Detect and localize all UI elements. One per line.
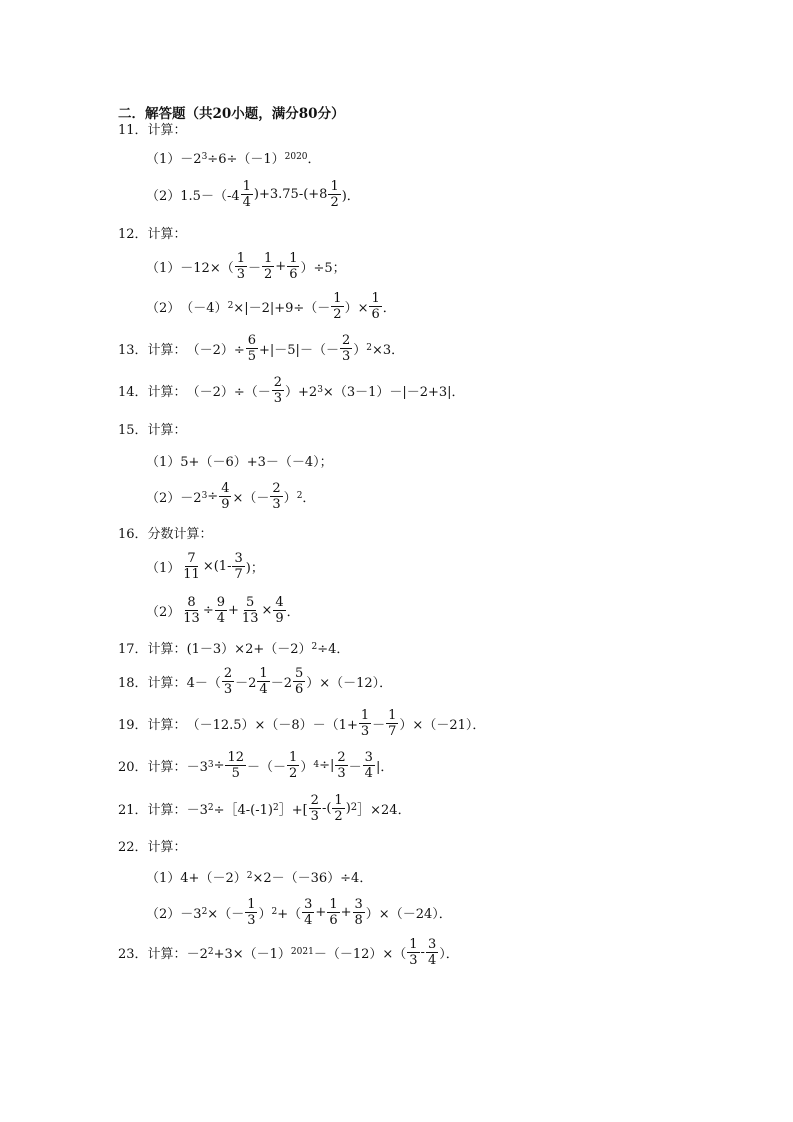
sub-problem-tag: （1） <box>146 151 181 167</box>
math-text: ×（－ <box>232 490 270 506</box>
math-text: －3 <box>186 802 208 818</box>
problem-22 <box>118 828 187 862</box>
problem-label: 计算： <box>147 342 187 358</box>
fraction-numerator: 1 <box>334 792 343 808</box>
fraction-denominator: 4 <box>259 681 268 697</box>
fraction <box>331 292 343 321</box>
fraction <box>215 596 227 625</box>
fraction-denominator: 3 <box>337 765 346 781</box>
sub-problem <box>146 593 300 627</box>
fraction <box>241 180 253 209</box>
fraction-numerator: 2 <box>337 749 346 765</box>
math-text: （－4） <box>180 300 228 316</box>
fraction <box>257 667 269 696</box>
fraction-numerator: 2 <box>310 792 319 808</box>
math-text: ］×24． <box>357 802 411 818</box>
fraction-numerator: 1 <box>360 707 370 723</box>
fraction-denominator: 4 <box>427 952 437 968</box>
fraction <box>327 898 339 927</box>
math-text: |． <box>375 759 394 775</box>
math-text: ）×（－24）． <box>365 906 452 922</box>
fraction-denominator: 6 <box>329 912 338 928</box>
math-text: - <box>420 944 425 960</box>
math-text: × <box>261 602 273 618</box>
fraction <box>225 751 246 780</box>
math-text: － <box>372 717 386 733</box>
problem-label: 计算： <box>147 839 187 855</box>
fraction-numerator: 3 <box>354 896 363 912</box>
fraction-denominator: 3 <box>273 390 283 406</box>
math-text: －12×（ <box>180 260 234 276</box>
sub-problem: （2） －3 2 ×（－ $\frac{1}{3}$ ） 2 +（ $\frac{3}{4}$ + $\frac{1}{6}$ + $\frac{3}{8}$ ）×（－24）． <box>146 896 452 928</box>
math-text: ÷6÷（－1） <box>207 151 285 167</box>
fraction <box>359 709 371 738</box>
math-text: ． <box>286 604 300 620</box>
fraction-numerator: 1 <box>409 936 418 952</box>
fraction <box>386 709 398 738</box>
fraction <box>353 898 365 927</box>
math-text: （－2）÷ <box>186 342 245 358</box>
math-text: －（－ <box>247 759 287 775</box>
problem-19 <box>118 706 485 740</box>
math-text: ÷4． <box>317 641 350 657</box>
sub-problem: （1） 4+（－2） 2 ×2－（－36）÷4． <box>146 859 372 893</box>
math-text: + <box>228 602 239 618</box>
fraction <box>302 898 314 927</box>
fraction-denominator: 4 <box>216 610 226 626</box>
math-text: ÷ <box>213 757 225 773</box>
fraction-denominator: 4 <box>242 194 251 210</box>
problem-label: 分数计算： <box>147 526 213 542</box>
sub-problem <box>146 549 264 583</box>
fraction <box>293 667 305 696</box>
fraction-numerator: 7 <box>187 550 196 566</box>
sub-problem <box>146 443 333 477</box>
fraction <box>335 751 347 780</box>
problem-label: 计算： <box>147 675 187 691</box>
problem-number: 20． <box>118 759 148 775</box>
math-text: －2 <box>180 490 202 506</box>
problem-label: 计算： <box>147 759 187 775</box>
fraction <box>328 180 340 209</box>
fraction-numerator: 6 <box>247 332 257 348</box>
math-text: ÷ <box>202 602 214 618</box>
math-text: 1.5－（-4 <box>180 188 240 204</box>
fraction-denominator: 13 <box>241 610 259 626</box>
fraction <box>232 552 244 581</box>
problem-20: 20． 计算： －3 3 ÷ $\frac{12}{5}$ －（－ $\frac{1}{2}$ ） 4 ÷| $\frac{2}{3}$ － $\frac{3}{4}$ |． <box>118 749 394 781</box>
fraction-denominator: 3 <box>236 266 245 282</box>
sub-problem <box>146 177 360 211</box>
fraction-numerator: 5 <box>246 594 255 610</box>
problem-number: 11． <box>118 122 148 138</box>
fraction-denominator: 3 <box>409 952 418 968</box>
fraction-denominator: 6 <box>289 266 298 282</box>
fraction-denominator: 3 <box>223 681 233 697</box>
sub-problem: （2） －2 3 ÷ $\frac{4}{9}$ ×（－ $\frac{2}{3}$ ） 2 ． <box>146 480 316 512</box>
fraction-numerator: 4 <box>275 594 284 610</box>
fraction-numerator: 1 <box>242 178 251 194</box>
math-text: －（－12）×（ <box>313 946 407 962</box>
fraction-denominator: 3 <box>272 496 281 512</box>
section-title: 二．解答题（共20小题，满分80分） <box>118 106 345 122</box>
problem-17: 17． 计算： (1－3）×2+（－2） 2 ÷4． <box>118 630 349 664</box>
fraction-numerator: 3 <box>364 749 373 765</box>
fraction <box>340 334 352 363</box>
problem-number: 16． <box>118 526 148 542</box>
fraction-numerator: 2 <box>223 665 233 681</box>
fraction <box>273 596 285 625</box>
math-text: ） <box>283 490 297 506</box>
sub-problem-tag: （2） <box>146 906 181 922</box>
math-text: ÷［4-(-1) <box>213 802 273 818</box>
math-text: ） <box>353 342 367 358</box>
fraction-numerator: 1 <box>329 896 338 912</box>
fraction-denominator: 8 <box>354 912 363 928</box>
fraction-denominator: 9 <box>221 496 230 512</box>
fraction-denominator: 4 <box>364 765 373 781</box>
problem-number: 15． <box>118 422 148 438</box>
problem-18 <box>118 664 392 698</box>
fraction-numerator: 4 <box>221 480 230 496</box>
fraction-numerator: 1 <box>247 896 256 912</box>
math-text: + <box>340 904 352 920</box>
math-text: 5+（－6）+3－（－4）； <box>180 454 333 470</box>
sub-problem: （1） －2 3 ÷6÷（－1） 2020 ． <box>146 140 321 174</box>
fraction-denominator: 9 <box>275 610 284 626</box>
fraction <box>222 667 234 696</box>
fraction-numerator: 1 <box>371 290 380 306</box>
fraction-denominator: 2 <box>333 306 342 322</box>
problem-label: 计算： <box>147 422 187 438</box>
math-text: ． <box>382 300 396 316</box>
fraction-denominator: 7 <box>388 723 397 739</box>
sub-problem-tag: （1） <box>146 454 181 470</box>
math-text: ) <box>345 800 351 816</box>
problem-label: 计算： <box>147 641 187 657</box>
fraction-denominator: 5 <box>231 765 240 781</box>
fraction <box>426 938 438 967</box>
math-text: (1－3）×2+（－2） <box>186 641 312 657</box>
math-text: )； <box>245 560 264 576</box>
fraction-denominator: 13 <box>183 610 200 626</box>
fraction <box>235 252 247 281</box>
sub-problem-tag: （2） <box>146 604 181 620</box>
math-text: ）× <box>344 300 369 316</box>
math-text: +|－5|－（－ <box>259 342 339 358</box>
fraction-denominator: 11 <box>183 566 200 582</box>
fraction <box>272 376 284 405</box>
math-text: 4+（－2） <box>180 870 247 886</box>
problem-label: 计算： <box>147 384 187 400</box>
fraction <box>309 794 321 823</box>
math-text: ） <box>258 906 272 922</box>
math-text: )． <box>341 188 360 204</box>
problem-number: 13． <box>118 342 148 358</box>
problem-23: 23． 计算： －2 2 +3×（－1） 2021 －（－12）×（ $\frac{1}{3}$ - $\frac{3}{4}$ ）． <box>118 936 459 968</box>
math-text: ×3． <box>371 342 405 358</box>
math-text: －3 <box>186 759 208 775</box>
math-text: +3×（－1） <box>213 946 291 962</box>
sub-problem-tag: （2） <box>146 188 181 204</box>
fraction-numerator: 3 <box>427 936 437 952</box>
math-text: + <box>275 258 287 274</box>
problem-15 <box>118 411 187 445</box>
math-text: －2 <box>180 151 202 167</box>
fraction <box>287 751 299 780</box>
fraction-numerator: 3 <box>304 896 313 912</box>
problem-14: 14． 计算： （－2）÷（－ $\frac{2}{3}$ ）+2 3 ×（3－1）－|－2+3|． <box>118 374 465 406</box>
problem-number: 23． <box>118 946 148 962</box>
math-text: ）÷5； <box>300 260 346 276</box>
math-text: ）+2 <box>285 384 318 400</box>
fraction-denominator: 2 <box>330 194 339 210</box>
math-text: ） <box>300 759 314 775</box>
math-text: ÷ <box>207 488 219 504</box>
problem-label: 计算： <box>147 717 187 733</box>
math-text: 4－（ <box>186 675 221 691</box>
fraction-numerator: 2 <box>341 332 351 348</box>
fraction-denominator: 5 <box>247 348 257 364</box>
fraction-denominator: 6 <box>371 306 380 322</box>
problem-number: 12． <box>118 226 148 242</box>
problem-number: 18． <box>118 675 148 691</box>
fraction <box>240 596 261 625</box>
fraction-numerator: 1 <box>330 178 339 194</box>
math-text: （－12.5）×（－8）－（1+ <box>186 717 358 733</box>
fraction-numerator: 12 <box>227 749 245 765</box>
problem-number: 19． <box>118 717 148 733</box>
math-text: ×（－ <box>207 906 245 922</box>
fraction-numerator: 8 <box>187 594 196 610</box>
fraction-numerator: 1 <box>333 290 342 306</box>
fraction <box>181 596 202 625</box>
problem-label: 计算： <box>147 946 187 962</box>
problem-number: 21． <box>118 802 148 818</box>
problem-12 <box>118 215 187 249</box>
sub-problem <box>146 249 346 283</box>
fraction <box>270 482 282 511</box>
fraction <box>262 252 274 281</box>
fraction-numerator: 3 <box>234 550 243 566</box>
fraction-numerator: 1 <box>388 707 397 723</box>
sub-problem-tag: （1） <box>146 870 181 886</box>
problem-21: 21． 计算： －3 2 ÷［4-(-1) 2 ］+[ $\frac{2}{3}$ -( $\frac{1}{2}$ ) 2 ］×24． <box>118 792 411 824</box>
fraction-numerator: 9 <box>216 594 226 610</box>
fraction-denominator: 3 <box>341 348 351 364</box>
problem-number: 22． <box>118 839 148 855</box>
fraction <box>181 552 202 581</box>
fraction <box>219 482 231 511</box>
sub-problem-tag: （2） <box>146 300 181 316</box>
problem-label: 计算： <box>147 802 187 818</box>
fraction-denominator: 2 <box>264 266 273 282</box>
math-text: ）×（－12）． <box>306 675 393 691</box>
math-text: -( <box>321 800 332 816</box>
math-text: ÷| <box>319 757 335 773</box>
fraction-numerator: 2 <box>273 374 283 390</box>
problem-number: 17． <box>118 641 148 657</box>
math-text: －3 <box>180 906 202 922</box>
fraction <box>332 794 344 823</box>
math-text: －2 <box>270 675 292 691</box>
math-text: ）×（－21）． <box>399 717 486 733</box>
fraction-denominator: 3 <box>360 723 370 739</box>
math-text: ×|－2|+9÷（－ <box>233 300 331 316</box>
fraction-denominator: 3 <box>247 912 256 928</box>
fraction <box>363 751 375 780</box>
math-text: +（ <box>277 906 302 922</box>
math-text: ×(1- <box>202 558 232 574</box>
fraction-denominator: 2 <box>334 808 343 824</box>
problem-label: 计算： <box>147 226 187 242</box>
math-text: － <box>348 759 362 775</box>
fraction-numerator: 1 <box>264 250 273 266</box>
math-text: ］+[ <box>278 802 308 818</box>
sub-problem-tag: （2） <box>146 490 181 506</box>
math-text: ． <box>302 490 316 506</box>
math-text: （－2）÷（－ <box>186 384 271 400</box>
math-text: ×2－（－36）÷4． <box>252 870 373 886</box>
fraction <box>246 334 258 363</box>
fraction-denominator: 7 <box>234 566 243 582</box>
problem-16 <box>118 515 213 549</box>
fraction-denominator: 3 <box>310 808 319 824</box>
fraction <box>407 938 419 967</box>
fraction <box>287 252 299 281</box>
fraction-numerator: 1 <box>289 749 298 765</box>
fraction-numerator: 1 <box>236 250 245 266</box>
problem-label: 计算： <box>147 122 187 138</box>
fraction <box>245 898 257 927</box>
fraction-numerator: 5 <box>294 665 304 681</box>
fraction-denominator: 4 <box>304 912 313 928</box>
sub-problem-tag: （1） <box>146 260 181 276</box>
fraction-denominator: 6 <box>294 681 304 697</box>
problem-number: 14． <box>118 384 148 400</box>
math-text: －2 <box>235 675 257 691</box>
sub-problem: （2） （－4） 2 ×|－2|+9÷（－ $\frac{1}{2}$ ）× $\frac{1}{6}$ ． <box>146 290 396 322</box>
math-text: ）． <box>439 946 459 962</box>
fraction-numerator: 1 <box>289 250 298 266</box>
fraction-denominator: 2 <box>289 765 298 781</box>
math-text: － <box>248 260 262 276</box>
fraction <box>369 292 381 321</box>
math-text: ． <box>307 151 321 167</box>
math-text: + <box>315 904 327 920</box>
math-text: )+3.75-(+8 <box>253 186 328 202</box>
sub-problem-tag: （1） <box>146 560 181 576</box>
math-text: －2 <box>186 946 208 962</box>
fraction-numerator: 1 <box>259 665 268 681</box>
problem-13: 13． 计算： （－2）÷ $\frac{6}{5}$ +|－5|－（－ $\frac{2}{3}$ ） 2 ×3． <box>118 332 405 364</box>
math-text: ×（3－1）－|－2+3|． <box>322 384 465 400</box>
fraction-numerator: 2 <box>272 480 281 496</box>
